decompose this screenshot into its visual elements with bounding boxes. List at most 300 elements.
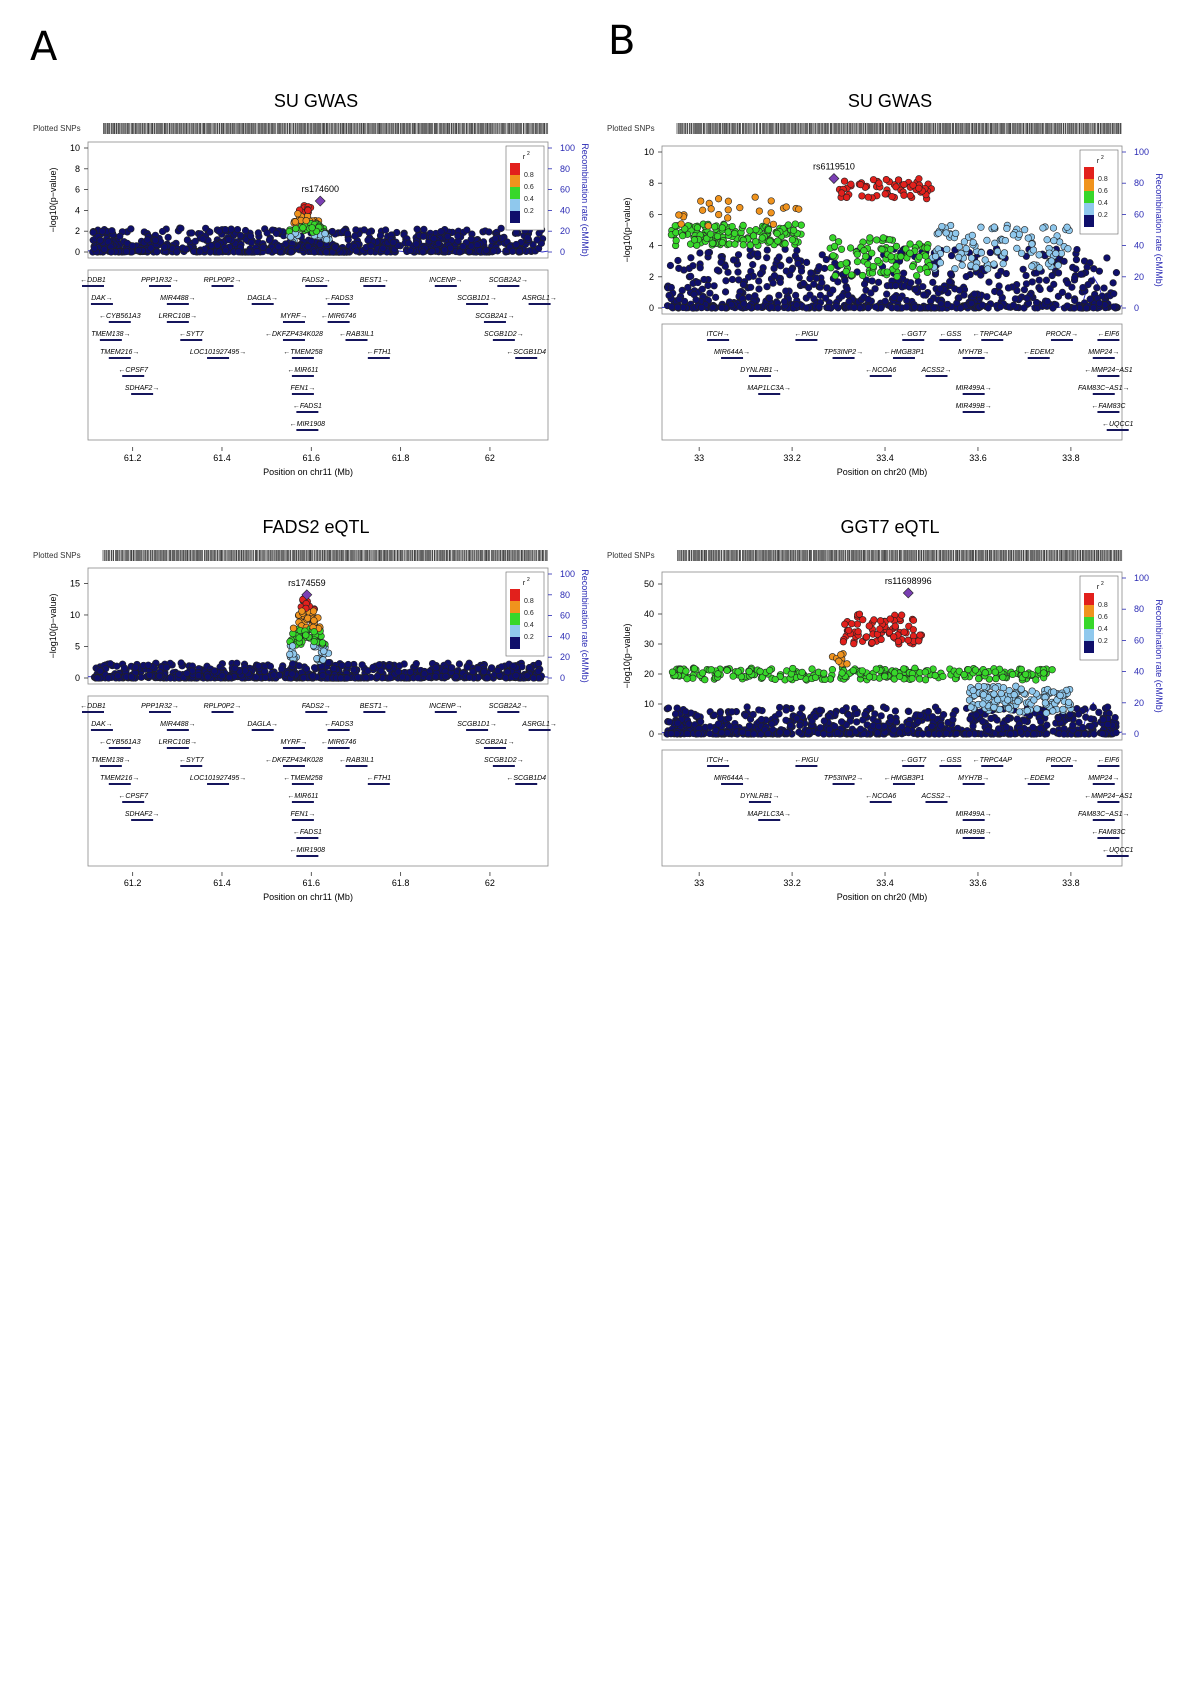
snp-point [121, 665, 128, 672]
snp-point [756, 208, 763, 215]
snp-point [289, 643, 296, 650]
gene-label: FADS2→ [301, 277, 331, 284]
snp-point [492, 235, 499, 242]
y-tick-label: 4 [648, 240, 654, 251]
snp-point [679, 232, 686, 239]
snp-point [1093, 284, 1100, 291]
snp-point [415, 674, 422, 681]
gene-track [662, 324, 1134, 440]
y2-tick-label: 100 [560, 143, 576, 153]
y-axis-label: −log10(p−value) [48, 167, 58, 233]
y-axis-label: −log10(p−value) [48, 593, 58, 659]
snp-point [1101, 285, 1108, 292]
snp-point [705, 282, 712, 289]
snp-point [448, 664, 455, 671]
snp-point [407, 669, 414, 676]
snp-point [1071, 274, 1078, 281]
ld-legend-bin-label: 0.8 [1098, 176, 1108, 183]
x-tick-label: 62 [484, 453, 495, 463]
snp-point [1064, 303, 1071, 310]
snp-point [782, 240, 789, 247]
snp-point [803, 259, 810, 266]
snp-point [957, 305, 964, 312]
y2-tick-label: 80 [560, 163, 571, 174]
gene-label: ←RAB3IL1 [338, 757, 375, 764]
snp-point [984, 237, 991, 244]
snp-point [776, 254, 783, 261]
gene-label: ←MIR6746 [320, 739, 357, 746]
snp-point [674, 304, 681, 311]
snp-point [725, 269, 732, 276]
snp-point [1065, 245, 1072, 252]
snp-point [740, 242, 747, 249]
y-tick-label: 0 [648, 729, 654, 739]
x-tick-label: 61.6 [302, 878, 321, 888]
snp-point [300, 224, 307, 231]
snp-point [835, 279, 842, 286]
snp-point [163, 664, 170, 671]
snp-point [732, 241, 739, 248]
snp-point [192, 238, 199, 245]
snp-point [337, 675, 344, 682]
snp-point [396, 662, 403, 669]
snp-point [946, 278, 953, 285]
snp-point [753, 226, 760, 233]
y-tick-label: 15 [69, 578, 80, 589]
snp-point [287, 234, 294, 241]
snp-point [353, 227, 360, 234]
snp-point [816, 304, 823, 311]
snp-point [961, 238, 968, 245]
snp-point [924, 245, 931, 252]
snp-point [777, 279, 784, 286]
snp-point [1014, 245, 1021, 252]
ld-legend-superscript: 2 [527, 577, 530, 583]
snp-point [697, 264, 704, 271]
gene-label: ←SYT7 [178, 757, 204, 764]
snp-point [922, 253, 929, 260]
snp-point [344, 675, 351, 682]
snp-point [718, 304, 725, 311]
snp-point [916, 253, 923, 260]
snp-point [913, 272, 920, 279]
ld-legend-bin-label: 0.2 [1098, 212, 1108, 219]
snp-point [432, 673, 439, 680]
snp-point [1090, 304, 1097, 311]
snp-point [667, 262, 674, 269]
x-tick-label: 61.4 [213, 453, 231, 463]
snp-point [870, 263, 877, 270]
snp-point [752, 292, 759, 299]
snp-point [705, 223, 712, 230]
y2-tick-label: 20 [560, 652, 571, 663]
snp-point [1002, 237, 1009, 244]
snp-point [765, 226, 772, 233]
snp-point [708, 206, 715, 213]
gene-label: ←FADS3 [324, 721, 354, 728]
snp-point [205, 674, 212, 681]
lead-snp-label: rs174559 [288, 577, 326, 588]
snp-point [755, 278, 762, 285]
snp-point [311, 628, 318, 635]
gene-label: MIR499B→ [955, 403, 992, 410]
snp-point [916, 175, 923, 182]
snp-point [705, 250, 712, 257]
ld-legend [506, 146, 544, 230]
ld-legend [506, 572, 544, 656]
snp-point [788, 266, 795, 273]
snp-point [105, 675, 112, 682]
snp-point [695, 279, 702, 286]
plotted-snps-label: Plotted SNPs [607, 124, 655, 133]
snp-point [839, 293, 846, 300]
gene-label: PPP1R32→ [141, 277, 179, 284]
gene-label: ←CYB561A3 [98, 739, 141, 746]
ld-legend-swatch [510, 199, 520, 211]
snp-point [399, 674, 406, 681]
y-tick-label: 0 [74, 247, 80, 257]
gene-label: TMEM216→ [100, 775, 140, 782]
gene-track [80, 696, 557, 866]
snp-point [275, 243, 282, 250]
snp-point [320, 648, 327, 655]
snp-point [798, 268, 805, 275]
snp-point [1030, 247, 1037, 254]
y2-tick-label: 0 [560, 673, 566, 683]
lead-snp-label: rs6119510 [812, 161, 855, 172]
snp-point [901, 181, 908, 188]
gene-label: MIR644A→ [713, 349, 751, 356]
snp-point [456, 661, 463, 668]
snp-point [443, 673, 450, 680]
snp-point [711, 223, 718, 230]
snp-point [1021, 286, 1028, 293]
gene-label: PROCR→ [1045, 331, 1079, 338]
y2-tick-label: 100 [1134, 573, 1150, 583]
y-tick-label: 20 [643, 669, 654, 679]
snp-point [97, 237, 104, 244]
plot-title: FADS2 eQTL [262, 517, 370, 537]
x-tick-label: 61.8 [391, 878, 410, 888]
gene-label: FEN1→ [290, 811, 316, 818]
snp-point [792, 221, 799, 228]
snp-point [861, 281, 868, 288]
snp-point [325, 659, 332, 666]
snp-point [668, 284, 675, 291]
snp-point [715, 195, 722, 202]
gene-label: TP53INP2→ [823, 349, 864, 356]
snp-point [711, 283, 718, 290]
x-axis-label: Position on chr20 (Mb) [836, 467, 928, 477]
plotted-snps-strip [103, 550, 547, 561]
gene-label: MYRF→ [280, 313, 308, 320]
snp-point [768, 209, 775, 216]
snp-point [123, 248, 130, 255]
ld-legend-bin-label: 0.2 [524, 208, 534, 215]
snp-point [464, 664, 471, 671]
snp-point [311, 617, 318, 624]
snp-point [963, 245, 970, 252]
snp-point [920, 292, 927, 299]
gene-label: SDHAF2→ [124, 385, 160, 392]
snp-point [943, 230, 950, 237]
snp-point [1040, 225, 1047, 232]
snp-point [183, 246, 190, 253]
snp-points [664, 611, 1120, 737]
snp-point [955, 254, 962, 261]
snp-point [444, 233, 451, 240]
snp-point [781, 298, 788, 305]
snp-point [948, 252, 955, 259]
gene-label: SCGB2A1→ [475, 313, 515, 320]
snp-point [710, 304, 717, 311]
snp-point [771, 265, 778, 272]
y2-tick-label: 60 [560, 610, 571, 621]
snp-point [228, 226, 235, 233]
snp-point [486, 229, 493, 236]
ld-legend-swatch [1084, 203, 1094, 215]
gene-label: SCGB1D1→ [457, 295, 497, 302]
snp-point [225, 236, 232, 243]
snp-point [790, 227, 797, 234]
snp-point [807, 292, 814, 299]
snp-point [722, 263, 729, 270]
snp-point [107, 660, 114, 667]
gene-label: SCGB2A1→ [475, 739, 515, 746]
gene-label: INCENP→ [429, 703, 463, 710]
gene-label: ←MIR1908 [289, 847, 326, 854]
snp-point [509, 248, 516, 255]
snp-point [666, 292, 673, 299]
snp-point [875, 279, 882, 286]
snp-point [530, 675, 537, 682]
snp-point [719, 239, 726, 246]
snp-point [1029, 241, 1036, 248]
snp-point [167, 675, 174, 682]
snp-point [722, 289, 729, 296]
snp-point [907, 241, 914, 248]
snp-point [91, 245, 98, 252]
snp-point [843, 260, 850, 267]
snp-point [253, 674, 260, 681]
plotted-snps-label: Plotted SNPs [33, 551, 81, 560]
snp-point [752, 194, 759, 201]
snp-point [774, 230, 781, 237]
snp-point [675, 257, 682, 264]
snp-point [310, 608, 317, 615]
gene-label: ASRGL1→ [522, 721, 557, 728]
snp-point [777, 263, 784, 270]
snp-point [673, 237, 680, 244]
gene-label: INCENP→ [429, 277, 463, 284]
snp-point [709, 240, 716, 247]
snp-point [1021, 226, 1028, 233]
snp-point [332, 244, 339, 251]
snp-point [920, 283, 927, 290]
snp-point [729, 223, 736, 230]
snp-point [359, 662, 366, 669]
ld-legend-bin-label: 0.2 [524, 634, 534, 641]
snp-point [770, 280, 777, 287]
snp-point [355, 674, 362, 681]
x-tick-label: 62 [484, 878, 495, 888]
snp-point [387, 675, 394, 682]
snp-point [675, 265, 682, 272]
snp-point [156, 673, 163, 680]
ld-legend-swatch [510, 187, 520, 199]
snp-point [1003, 270, 1010, 277]
snp-point [1024, 295, 1031, 302]
snp-point [808, 270, 815, 277]
snp-point [724, 215, 731, 222]
snp-point [148, 245, 155, 252]
regional-plot-A-bottom [33, 517, 590, 902]
snp-point [534, 237, 541, 244]
snp-point [200, 236, 207, 243]
snp-point [833, 303, 840, 310]
snp-point [483, 247, 490, 254]
snp-point [377, 232, 384, 239]
ld-legend-bin-label: 0.8 [524, 172, 534, 179]
gene-label: FEN1→ [290, 385, 316, 392]
y2-axis-label: Recombination rate (cM/Mb) [1154, 173, 1164, 287]
snp-point [1111, 304, 1118, 311]
ld-legend-swatch [1084, 215, 1094, 227]
snp-point [146, 672, 153, 679]
snp-point [690, 262, 697, 269]
snp-point [882, 191, 889, 198]
snp-point [757, 271, 764, 278]
snp-point [740, 222, 747, 229]
y-tick-label: 10 [69, 609, 80, 620]
snp-point [986, 279, 993, 286]
snp-point [361, 227, 368, 234]
snp-point [789, 236, 796, 243]
ld-legend-bin-label: 0.6 [1098, 188, 1108, 195]
snp-point [987, 249, 994, 256]
snp-point [668, 303, 675, 310]
snp-point [995, 272, 1002, 279]
snp-point [749, 261, 756, 268]
snp-point [1050, 281, 1057, 288]
snp-point [135, 247, 142, 254]
snp-point [1061, 258, 1068, 265]
snp-point [859, 193, 866, 200]
snp-point [731, 230, 738, 237]
gene-label: LRRC10B→ [158, 739, 198, 746]
gene-label: ←RAB3IL1 [338, 331, 375, 338]
snp-point [707, 290, 714, 297]
snp-point [952, 265, 959, 272]
snp-point [273, 230, 280, 237]
ld-legend-swatch [1084, 191, 1094, 203]
snp-point [1000, 260, 1007, 267]
gene-label: MMP24→ [1088, 349, 1120, 356]
gene-label: ←TRPC4AP [972, 331, 1012, 338]
snp-point [99, 228, 106, 235]
gene-label: ←FADS3 [324, 295, 354, 302]
snp-point [715, 211, 722, 218]
snp-point [289, 661, 296, 668]
ld-legend-bin-label: 0.4 [1098, 200, 1108, 207]
snp-point [264, 230, 271, 237]
snp-point [255, 663, 262, 670]
snp-point [883, 291, 890, 298]
snp-point [292, 218, 299, 225]
gene-label: ←DKFZP434K028 [264, 331, 323, 338]
snp-point [1036, 252, 1043, 259]
plot-title: SU GWAS [273, 91, 359, 111]
snp-point [1087, 296, 1094, 303]
y2-tick-label: 20 [1134, 697, 1145, 708]
snp-point [887, 246, 894, 253]
snp-point [1020, 266, 1027, 273]
y-tick-label: 2 [648, 271, 654, 282]
snp-point [1016, 231, 1023, 238]
snp-point [535, 668, 542, 675]
snp-point [693, 297, 700, 304]
snp-point [775, 305, 782, 312]
y2-tick-label: 60 [560, 184, 571, 195]
x-tick-label: 61.2 [123, 453, 142, 463]
snp-point [843, 268, 850, 275]
snp-point [701, 276, 708, 283]
ld-legend-swatch [510, 175, 520, 187]
x-tick-label: 33 [694, 453, 705, 463]
snp-point [524, 672, 531, 679]
snp-point [145, 662, 152, 669]
snp-point [924, 269, 931, 276]
snp-point [774, 238, 781, 245]
lead-snp-label: rs174600 [301, 184, 339, 195]
snp-point [1096, 300, 1103, 307]
snp-point [714, 267, 721, 274]
y-tick-label: 6 [74, 184, 80, 195]
snp-point [294, 211, 301, 218]
ld-legend-bin-label: 0.6 [524, 610, 534, 617]
snp-point [1055, 270, 1062, 277]
panel-letter-a: A [30, 24, 58, 70]
y2-tick-label: 40 [560, 631, 571, 642]
snp-point [819, 280, 826, 287]
snp-point [767, 238, 774, 245]
snp-point [872, 304, 879, 311]
snp-point [851, 304, 858, 311]
snp-point [712, 294, 719, 301]
snp-point [862, 253, 869, 260]
y2-tick-label: 80 [1134, 604, 1145, 615]
plotted-snps-strip [104, 123, 548, 134]
snp-point [208, 242, 215, 249]
snp-point [691, 237, 698, 244]
y2-tick-label: 0 [560, 247, 566, 257]
gene-label: FAM83C−AS1→ [1078, 385, 1130, 392]
snp-point [997, 290, 1004, 297]
snp-point [768, 304, 775, 311]
snp-point [991, 224, 998, 231]
snp-point [685, 284, 692, 291]
snp-point [707, 231, 714, 238]
snp-point [848, 181, 855, 188]
gene-label: MAP1LC3A→ [747, 385, 792, 392]
snp-point [132, 664, 139, 671]
x-tick-label: 33.6 [969, 453, 987, 463]
y2-axis-label: Recombination rate (cM/Mb) [580, 569, 590, 683]
snp-point [429, 248, 436, 255]
snp-point [526, 664, 533, 671]
snp-point [296, 635, 303, 642]
gene-label: ←EDEM2 [1023, 349, 1055, 356]
